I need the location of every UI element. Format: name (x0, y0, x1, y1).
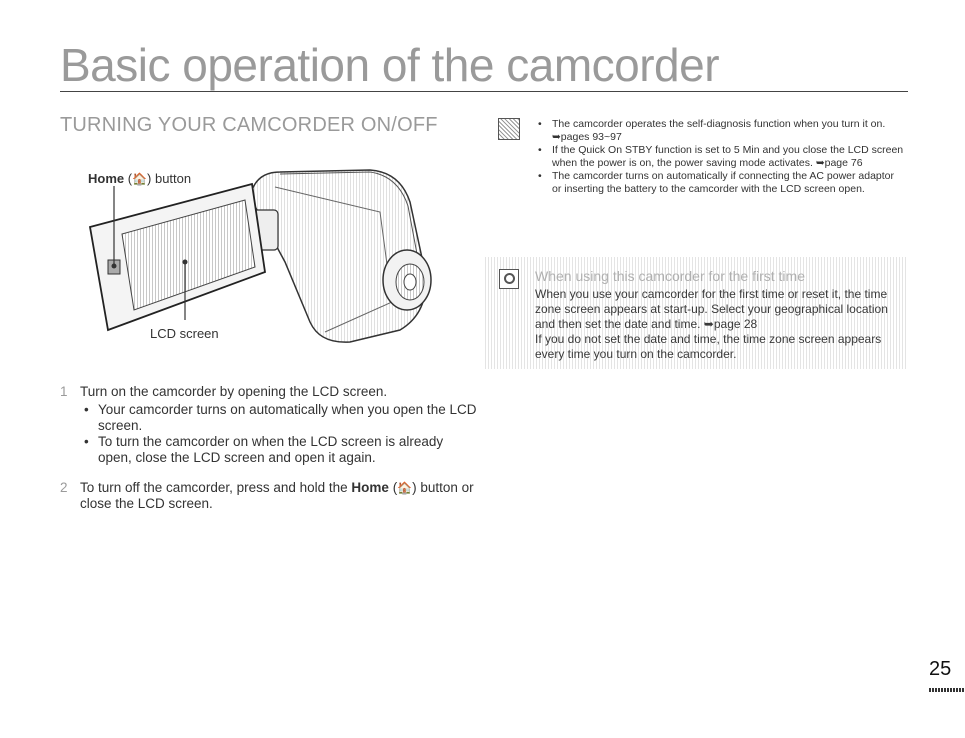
step-text-before: To turn off the camcorder, press and hold the (80, 480, 352, 495)
home-label-open: ( (124, 171, 133, 186)
lcd-screen-callout: LCD screen (150, 326, 219, 341)
home-label-bold: Home (88, 171, 125, 186)
step-text: Turn on the camcorder by opening the LCD screen. (80, 384, 388, 399)
list-item: • To turn the camcorder on when the LCD screen is already open, close the LCD screen and open it again. (80, 434, 480, 466)
page-number-rule (929, 688, 965, 692)
step-number: 2 (60, 480, 68, 495)
note-pencil-icon (498, 118, 520, 140)
magnifier-icon (499, 269, 519, 289)
list-item: • The camcorder turns on automatically if connecting the AC power adaptor or inserting the battery to the camcorder with the LCD screen open. (536, 170, 906, 195)
step-2 (60, 480, 480, 512)
tip-title: When using this camcorder for the first time (535, 268, 805, 284)
home-button-callout (88, 171, 191, 186)
home-word: Home (351, 480, 389, 495)
tip-paragraph: If you do not set the date and time, the time zone screen appears every time you turn on the camcorder. (535, 332, 882, 361)
section-heading: TURNING YOUR CAMCORDER ON/OFF (60, 114, 438, 136)
list-item: • If the Quick On STBY function is set to 5 Min and you close the LCD screen when the power is on, the power saving mode activates. ➥page 76 (536, 144, 906, 169)
step-text (80, 480, 480, 512)
step-number: 1 (60, 384, 68, 399)
step-text-mid: ( (388, 480, 398, 495)
page-number: 25 (929, 658, 952, 680)
step-bullets (80, 402, 480, 466)
list-item: • Your camcorder turns on automatically when you open the LCD screen. (80, 402, 480, 434)
tip-paragraph: When you use your camcorder for the first time or reset it, the time zone screen appears at start-up. Select your geographical location and then set the date and time. ➥page 28 (535, 287, 888, 331)
home-icon: 🏠 (132, 172, 148, 186)
steps-list (60, 384, 480, 526)
tip-body (535, 287, 895, 362)
list-item: • The camcorder operates the self-diagnosis function when you turn it on. ➥pages 93~97 (536, 118, 906, 143)
note-list (536, 118, 906, 196)
step-text-after: ) button or close the LCD screen. (80, 480, 474, 511)
tip-box (485, 257, 908, 369)
lens-icon (383, 250, 431, 310)
home-icon: 🏠 (397, 481, 413, 495)
home-label-suffix: ) button (147, 171, 192, 186)
page-title: Basic operation of the camcorder (60, 39, 720, 91)
lcd-panel (90, 184, 265, 330)
title-rule (60, 91, 908, 92)
step-1 (60, 384, 480, 466)
